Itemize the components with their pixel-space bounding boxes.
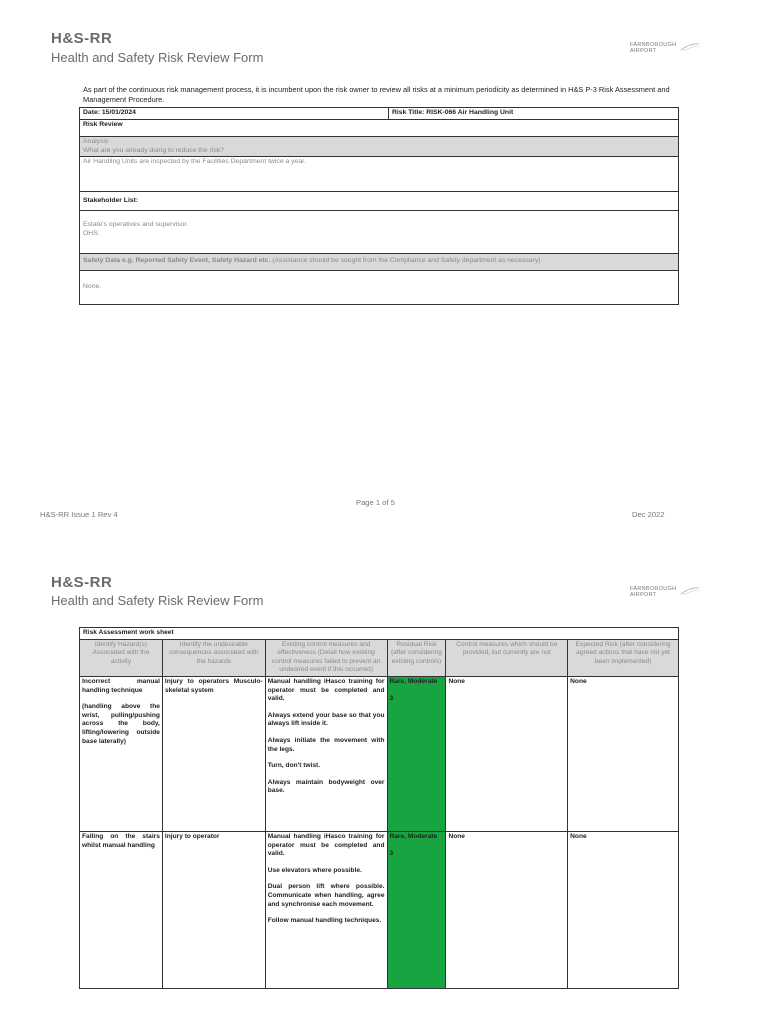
logo-line-1: FARNBOROUGH [630, 586, 677, 592]
consequence-cell: Injury to operator [162, 831, 265, 988]
stakeholder-line-2: OHS. [83, 229, 100, 237]
col-consequence-header: Identify the undesirable consequences associated with the hazards [162, 639, 265, 676]
control-item: Dual person lift where possible. Communicate when handling, agree and synchronise each movement. [267, 883, 385, 908]
control-item: Manual handling iHasco training for operator must be completed and valid. [267, 832, 385, 858]
risk-title-cell [388, 108, 516, 119]
control-item: Follow manual handling techniques. [267, 917, 382, 925]
page-number: Page 1 of 5 [356, 498, 395, 507]
hazard-text: Incorrect manual handling technique [82, 677, 160, 694]
risk-review-form [79, 107, 679, 305]
safety-data-row [80, 254, 678, 271]
residual-risk-text: Rare, Moderate [389, 677, 438, 685]
control-item: Use elevators where possible. [267, 866, 362, 874]
date-label: Date: 15/01/2024 [83, 109, 136, 116]
expected-risk-cell: None [568, 831, 679, 988]
worksheet-header-row [80, 639, 679, 676]
worksheet-title: Risk Assessment work sheet [80, 628, 679, 640]
airport-logo-2 [630, 586, 700, 610]
date-row [80, 108, 678, 120]
logo-line-2: AIRPORT [630, 592, 657, 598]
hazard-text: Falling on the stairs whilst manual handling [82, 832, 160, 849]
control-item: Always extend your base so that you always lift inside it. [267, 711, 385, 728]
expected-risk-cell: None [568, 676, 679, 831]
stakeholder-heading-row [80, 192, 678, 211]
should-provide-cell: None [446, 831, 568, 988]
risk-review-row [80, 120, 678, 137]
doc-title-2: Health and Safety Risk Review Form [51, 593, 264, 608]
should-provide-cell: None [446, 676, 568, 831]
hazard-cell [80, 676, 163, 831]
residual-risk-score: 3 [389, 849, 394, 857]
doc-title: Health and Safety Risk Review Form [51, 50, 264, 65]
stakeholder-line-1: Estate's operatives and supervisor. [83, 221, 189, 228]
control-item: Turn, don't twist. [267, 762, 321, 770]
controls-cell [265, 831, 387, 988]
airport-logo [630, 42, 700, 66]
residual-risk-cell [387, 676, 446, 831]
risk-title-label: Risk Title: RISK-066 Air Handling Unit [392, 109, 514, 116]
safety-data-answer: None. [83, 283, 102, 290]
footer-issue: H&S-RR Issue 1 Rev 4 [40, 510, 118, 519]
col-residual-header: Residual Risk (after considering existing controls) [387, 639, 446, 676]
residual-risk-text: Rare, Moderate [389, 832, 438, 840]
hazard-cell [80, 831, 163, 988]
analysis-heading: Analysis [83, 138, 109, 145]
controls-cell [265, 676, 387, 831]
footer-date: Dec 2022 [632, 510, 665, 519]
table-row [80, 676, 679, 831]
control-item: Always initiate the movement with the legs. [267, 736, 385, 753]
safety-data-note: (Assistance should be sought from the Compliance and Safety department as necessary) [272, 257, 541, 264]
col-expected-header: Expected Risk (after considering agreed actions that have not yet been implemented) [568, 639, 679, 676]
analysis-answer: Air Handling Units are inspected by the Facilities Department twice a year. [83, 158, 306, 165]
intro-text: As part of the continuous risk management process, it is incumbent upon the risk owner to review all risks at a minimum periodicity as determined in H&S P-3 Risk Assessment and Management Procedure. [83, 85, 670, 104]
logo-swoosh-icon [680, 42, 700, 52]
control-item: Manual handling iHasco training for operator must be completed and valid. [267, 677, 385, 703]
logo-swoosh-icon [680, 586, 700, 596]
safety-data-answer-row [80, 271, 678, 305]
doc-code: H&S-RR [51, 30, 113, 47]
hazard-detail: (handling above the wrist, pulling/pushing across the body, lifting/lowering outside base laterally) [82, 703, 160, 745]
residual-risk-score: 3 [389, 694, 394, 702]
analysis-answer-row [80, 157, 678, 192]
logo-line-1: FARNBOROUGH [630, 42, 677, 48]
stakeholder-list-row [80, 211, 678, 254]
risk-review-heading: Risk Review [83, 121, 123, 128]
col-hazard-header: Identify Hazard(s) Associated with the activity [80, 639, 163, 676]
stakeholder-heading: Stakeholder List: [83, 197, 139, 204]
analysis-question: What are you already doing to reduce the risk? [83, 146, 224, 154]
analysis-row [80, 137, 678, 157]
logo-line-2: AIRPORT [630, 48, 657, 54]
col-should-provide-header: Control measures which should be provided, but currently are not [446, 639, 568, 676]
doc-code-2: H&S-RR [51, 574, 113, 591]
table-row [80, 831, 679, 988]
consequence-cell: Injury to operators Musculo-skeletal system [162, 676, 265, 831]
col-controls-header: Existing control measures and effectiveness (Detail how existing control measures failed to prevent an undesired event if this occurred) [265, 639, 387, 676]
safety-data-heading: Safety Data e.g. Reported Safety Event, Safety Hazard etc. [83, 257, 271, 264]
worksheet-title-row [80, 628, 679, 640]
control-item: Always maintain bodyweight over base. [267, 778, 385, 795]
residual-risk-cell [387, 831, 446, 988]
risk-assessment-worksheet [79, 627, 679, 989]
